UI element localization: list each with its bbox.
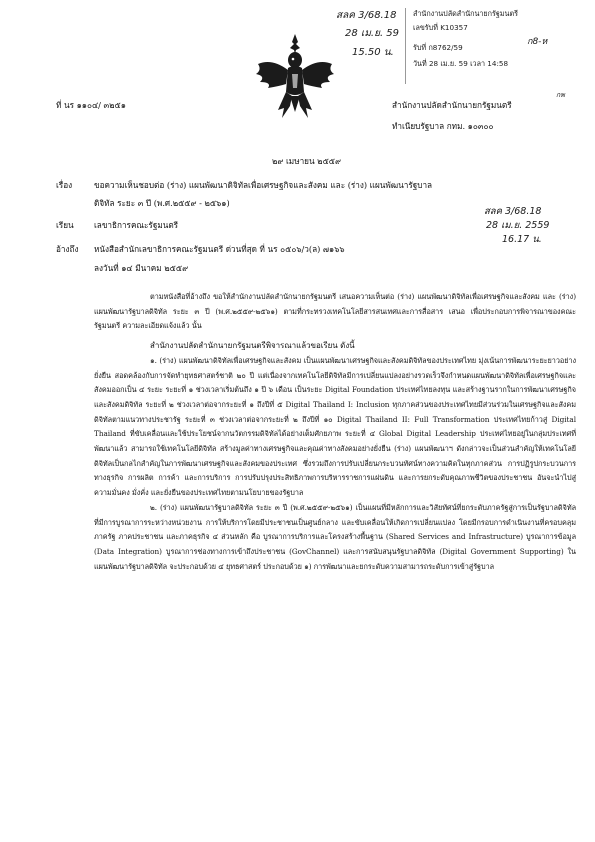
- handwritten-time: 15.50 น.: [352, 47, 394, 58]
- received-stamp-number: เลขรับที่ K10357: [413, 23, 468, 32]
- document-number: ที่ นร ๑๑๐๔/ ๓๒๕๑: [56, 100, 126, 110]
- received-stamp: [405, 6, 595, 88]
- garuda-emblem-icon: [252, 30, 338, 122]
- agency-name: สำนักงานปลัดสำนักนายกรัฐมนตรี: [392, 100, 512, 110]
- paragraph-item-1: ๑. (ร่าง) แผนพัฒนาดิจิทัลเพื่อเศรษฐกิจและสังคม เป็นแผนพัฒนาเศรษฐกิจและสังคมดิจิทัลของประเทศไทย มุ่งเน้นการพัฒนาระยะยาวอย่างยั่งยืน สอดคล้องกับการจัดทำยุทธศาสตร์ชาติ ๒๐ ปี แต่เนื่องจากเทคโนโลยีดิจิทัลมีการเปลี่ยนแปลงอย่างรวดเร็วจึงกำหนดแผนพัฒนาดิจิทัลเพื่อเศรษฐกิจและสังคมออกเป็น ๔ ระยะ ระยะที่ ๑ ช่วงเวลาเริ่มต้นถึง ๑ ปี ๖ เดือน เป็นระยะ Digital Foundation ประเทศไทยลงทุน และสร้างฐานรากในการพัฒนาเศรษฐกิจและสังคมดิจิทัล ระยะที่ ๒ ช่วงเวลาต่อจากระยะที่ ๑ ถึงปีที่ ๕ Digital Thailand I: Inclusion ทุกภาคส่วนของประเทศไทยมีส่วนร่วมในเศรษฐกิจและสังคมดิจิทัลตามแนวทางประชารัฐ ระยะที่ ๓ ช่วงเวลาต่อจากระยะที่ ๒ ถึงปีที่ ๑๐ Digital Thailand II: Full Transformation ประเทศไทยก้าวสู่ Digital Thailand ที่ขับเคลื่อนและใช้ประโยชน์จากนวัตกรรมดิจิทัลได้อย่างเต็มศักยภาพ ระยะที่ ๔ Global Digital Leadership ประเทศไทยอยู่ในกลุ่มประเทศที่พัฒนาแล้ว สามารถใช้เทคโนโลยีดิจิทัล สร้างมูลค่าทางเศรษฐกิจและคุณค่าทางสังคมอย่างยั่งยืน (ร่าง) แผนพัฒนาฯ ดังกล่าวจะเป็นส่วนสำคัญให้เทคโนโลยีดิจิทัลเป็นกลไกสำคัญในการพัฒนาเศรษฐกิจและสังคมของประเทศ ซึ่งรวมถึงการปรับเปลี่ยนกระบวนทัศน์ทางความคิดในทุกภาคส่วน การปฏิรูปกระบวนการทางธุรกิจ การผลิต การค้า และการบริการ การปรับปรุงประสิทธิภาพการบริหารราชการแผ่นดิน และการยกระดับคุณภาพชีวิตของประชาชน อันจะนำไปสู่ความมั่นคง มั่งคั่ง และยั่งยืนของประเทศไทยตามนโยบายของรัฐบาล: [94, 355, 576, 498]
- handwritten-ref-number: สลค 3/68.18: [336, 10, 397, 21]
- received-stamp-receipt: รับที่ ก8762/59: [413, 43, 463, 52]
- letter-body: [94, 290, 576, 574]
- received-stamp-date: วันที่ 28 เม.ย. 59 เวลา 14:58: [413, 59, 509, 68]
- side-time: 16.17 น.: [502, 234, 542, 245]
- reference-line-2: ลงวันที่ ๑๔ มีนาคม ๒๕๕๙: [94, 263, 189, 273]
- subject-label: เรื่อง: [56, 180, 73, 190]
- side-ref-number: สลค 3/68.18: [484, 206, 542, 217]
- reference-line-1: หนังสือสำนักเลขาธิการคณะรัฐมนตรี ด่วนที่สุด ที่ นร ๐๕๐๖/ว(ล) ๗๑๖๖: [94, 244, 345, 254]
- paragraph-intro: ตามหนังสือที่อ้างถึง ขอให้สำนักงานปลัดสำนักนายกรัฐมนตรี เสนอความเห็นต่อ (ร่าง) แผนพัฒนาดิจิทัลเพื่อเศรษฐกิจและสังคม และ (ร่าง) แผนพัฒนารัฐบาลดิจิทัล ระยะ ๓ ปี (พ.ศ.๒๕๕๙-๒๕๖๑) ตามที่กระทรวงเทคโนโลยีสารสนเทศและการสื่อสาร เสนอ เพื่อประกอบการพิจารณาของคณะรัฐมนตรี ความละเอียดแจ้งแล้ว นั้น: [94, 292, 576, 331]
- salutation-recipient: เลขาธิการคณะรัฐมนตรี: [94, 220, 179, 230]
- salutation-label: เรียน: [56, 220, 74, 230]
- subject-line-2: ดิจิทัล ระยะ ๓ ปี (พ.ศ.๒๕๕๙ - ๒๕๖๑): [94, 198, 230, 208]
- agency-address: ทำเนียบรัฐบาล กทม. ๑๐๓๐๐: [392, 121, 494, 131]
- reference-label: อ้างถึง: [56, 244, 79, 254]
- side-handwritten-stamp: [484, 204, 580, 246]
- paragraph-consideration: สำนักงานปลัดสำนักนายกรัฐมนตรีพิจารณาแล้วขอเรียน ดังนี้: [150, 341, 355, 351]
- received-stamp-agency: สำนักงานปลัดสำนักนายกรัฐมนตรี: [413, 9, 518, 18]
- side-date: 28 เม.ย. 2559: [486, 220, 550, 231]
- handwritten-mark: ก8-ห: [527, 37, 548, 47]
- handwritten-corner: กพ: [556, 91, 565, 99]
- document-date: ๒๙ เมษายน ๒๕๕๙: [272, 156, 341, 166]
- paragraph-item-2: ๒. (ร่าง) แผนพัฒนารัฐบาลดิจิทัล ระยะ ๓ ปี (พ.ศ.๒๕๕๙-๒๕๖๑) เป็นแผนที่มีหลักการและวิสัยทัศน์ที่ยกระดับภาครัฐสู่การเป็นรัฐบาลดิจิทัล ที่มีการบูรณาการระหว่างหน่วยงาน การให้บริการโดยมีประชาชนเป็นศูนย์กลาง และขับเคลื่อนให้เกิดการเปลี่ยนแปลง โดยมีกรอบการดำเนินงานที่ครอบคลุมภาครัฐ ภาคประชาชน และภาคธุรกิจ ๔ ส่วนหลัก คือ บูรณาการบริการและโครงสร้างพื้นฐาน (Shared Services and Infrastructure) บูรณาการข้อมูล (Data Integration) บูรณาการช่องทางการเข้าถึงประชาชน (GovChannel) และการสนับสนุนรัฐบาลดิจิทัล (Digital Government Supporting) ในแผนพัฒนารัฐบาลดิจิทัล จะประกอบด้วย ๔ ยุทธศาสตร์ ประกอบด้วย ๑) การพัฒนาและยกระดับความสามารถระดับการเข้าสู่รัฐบาล: [94, 502, 576, 571]
- handwritten-date: 28 เม.ย. 59: [345, 28, 400, 39]
- subject-line-1: ขอความเห็นชอบต่อ (ร่าง) แผนพัฒนาดิจิทัลเพื่อเศรษฐกิจและสังคม และ (ร่าง) แผนพัฒนารัฐบาล: [94, 180, 433, 190]
